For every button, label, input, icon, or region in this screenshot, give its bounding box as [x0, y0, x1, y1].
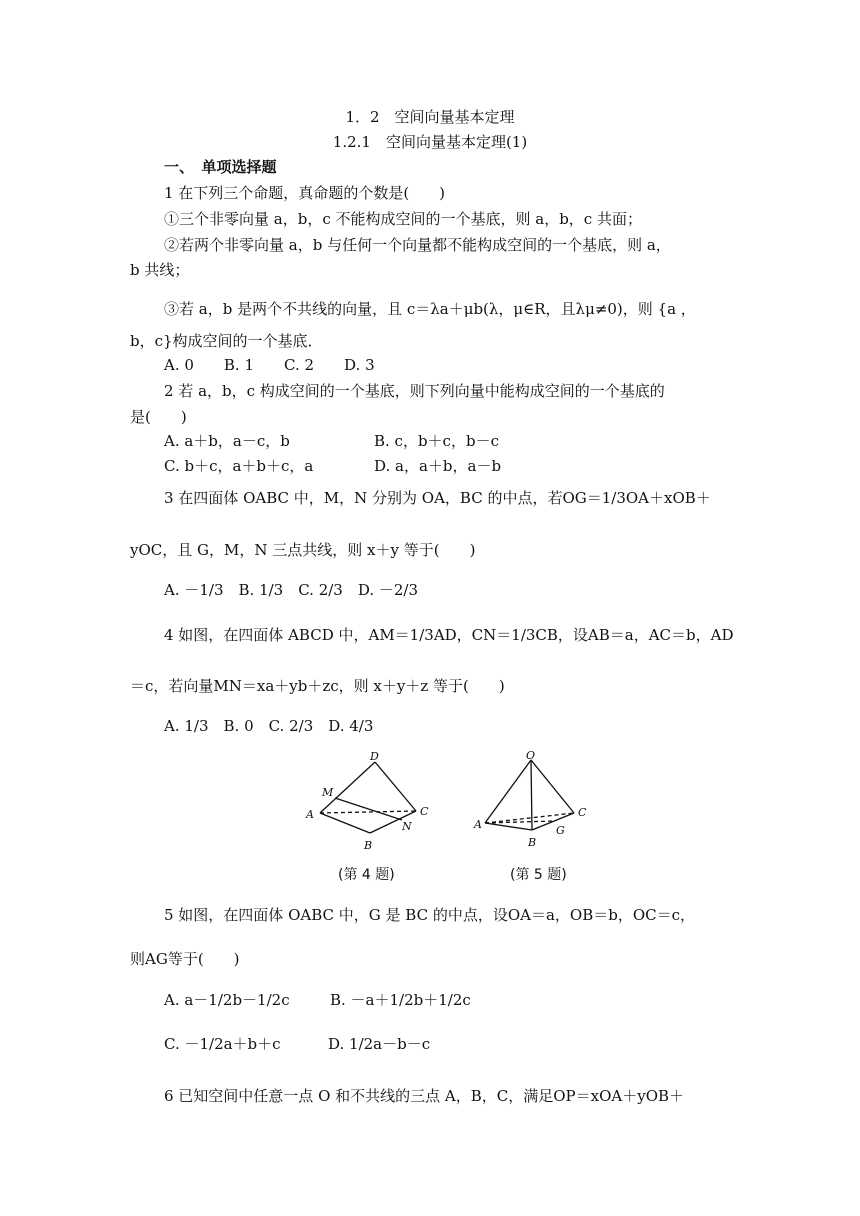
page-title: 1．2 空间向量基本定理	[345, 108, 515, 126]
figure-tetrahedron-abcd	[300, 748, 450, 856]
fig4-label-m: M	[322, 786, 334, 799]
q1-options: A. 0 B. 1 C. 2 D. 3	[164, 356, 375, 374]
section-heading: 一、 单项选择题	[164, 158, 277, 176]
q5-stem-a: 5 如图，在四面体 OABC 中，G 是 BC 的中点，设OA＝a，OB＝b，OC＝c，	[164, 906, 695, 924]
q1-proposition-2a: ②若两个非零向量 a，b 与任何一个向量都不能构成空间的一个基底，则 a，	[164, 236, 671, 254]
q2-option-a: A. a＋b，a－c，b	[164, 432, 290, 450]
page-subtitle: 1.2.1 空间向量基本定理(1)	[332, 133, 528, 151]
q4-stem-a: 4 如图，在四面体 ABCD 中，AM＝1/3AD，CN＝1/3CB，设AB＝a，AC＝b，AD	[164, 626, 734, 644]
fig4-label-a: A	[306, 808, 314, 821]
fig5-label-a: A	[474, 818, 482, 831]
fig4-label-n: N	[402, 820, 412, 833]
q5-option-d: D. 1/2a－b－c	[328, 1035, 431, 1053]
fig5-label-o: O	[526, 749, 536, 762]
q3-stem-b: yOC，且 G，M，N 三点共线，则 x＋y 等于( )	[130, 541, 476, 559]
q1-proposition-1: ①三个非零向量 a，b，c 不能构成空间的一个基底，则 a，b，c 共面；	[164, 210, 642, 228]
q2-option-c: C. b＋c，a＋b＋c，a	[164, 457, 314, 475]
figure-tetrahedron-oabc	[470, 748, 600, 856]
q1-proposition-2b: b 共线；	[130, 261, 190, 279]
fig4-label-c: C	[420, 805, 429, 818]
q5-option-b: B. －a＋1/2b＋1/2c	[330, 991, 471, 1009]
fig5-label-g: G	[556, 824, 565, 837]
q3-stem-a: 3 在四面体 OABC 中，M，N 分别为 OA，BC 的中点，若OG＝1/3OA＋xOB＋	[164, 489, 711, 507]
q5-option-c: C. －1/2a＋b＋c	[164, 1035, 281, 1053]
q2-stem-a: 2 若 a，b，c 构成空间的一个基底，则下列向量中能构成空间的一个基底的	[164, 382, 665, 400]
q4-stem-b: ＝c，若向量MN＝xa＋yb＋zc，则 x＋y＋z 等于( )	[130, 677, 505, 695]
q1-proposition-3b: b，c}构成空间的一个基底．	[130, 332, 323, 350]
fig4-label-b: B	[364, 839, 373, 852]
fig4-label-d: D	[370, 750, 379, 763]
q2-stem-b: 是( )	[130, 408, 187, 426]
figure-5-caption: (第 5 题)	[510, 867, 567, 883]
q2-option-b: B. c，b＋c，b－c	[374, 432, 499, 450]
q5-stem-b: 则AG等于( )	[130, 950, 240, 968]
figure-4-caption: (第 4 题)	[338, 867, 395, 883]
fig5-label-b: B	[528, 836, 537, 849]
fig5-label-c: C	[578, 806, 587, 819]
q5-option-a: A. a－1/2b－1/2c	[164, 991, 290, 1009]
q1-stem: 1 在下列三个命题，真命题的个数是( )	[164, 184, 446, 202]
q4-options: A. 1/3 B. 0 C. 2/3 D. 4/3	[164, 717, 374, 735]
q1-proposition-3a: ③若 a，b 是两个不共线的向量，且 c＝λa＋μb(λ，μ∈R，且λμ≠0)，则 {a ，	[164, 300, 696, 318]
q6-stem-a: 6 已知空间中任意一点 O 和不共线的三点 A，B，C，满足OP＝xOA＋yOB＋	[164, 1087, 685, 1105]
q2-option-d: D. a，a＋b，a－b	[374, 457, 502, 475]
q3-options: A. －1/3 B. 1/3 C. 2/3 D. －2/3	[164, 581, 418, 599]
